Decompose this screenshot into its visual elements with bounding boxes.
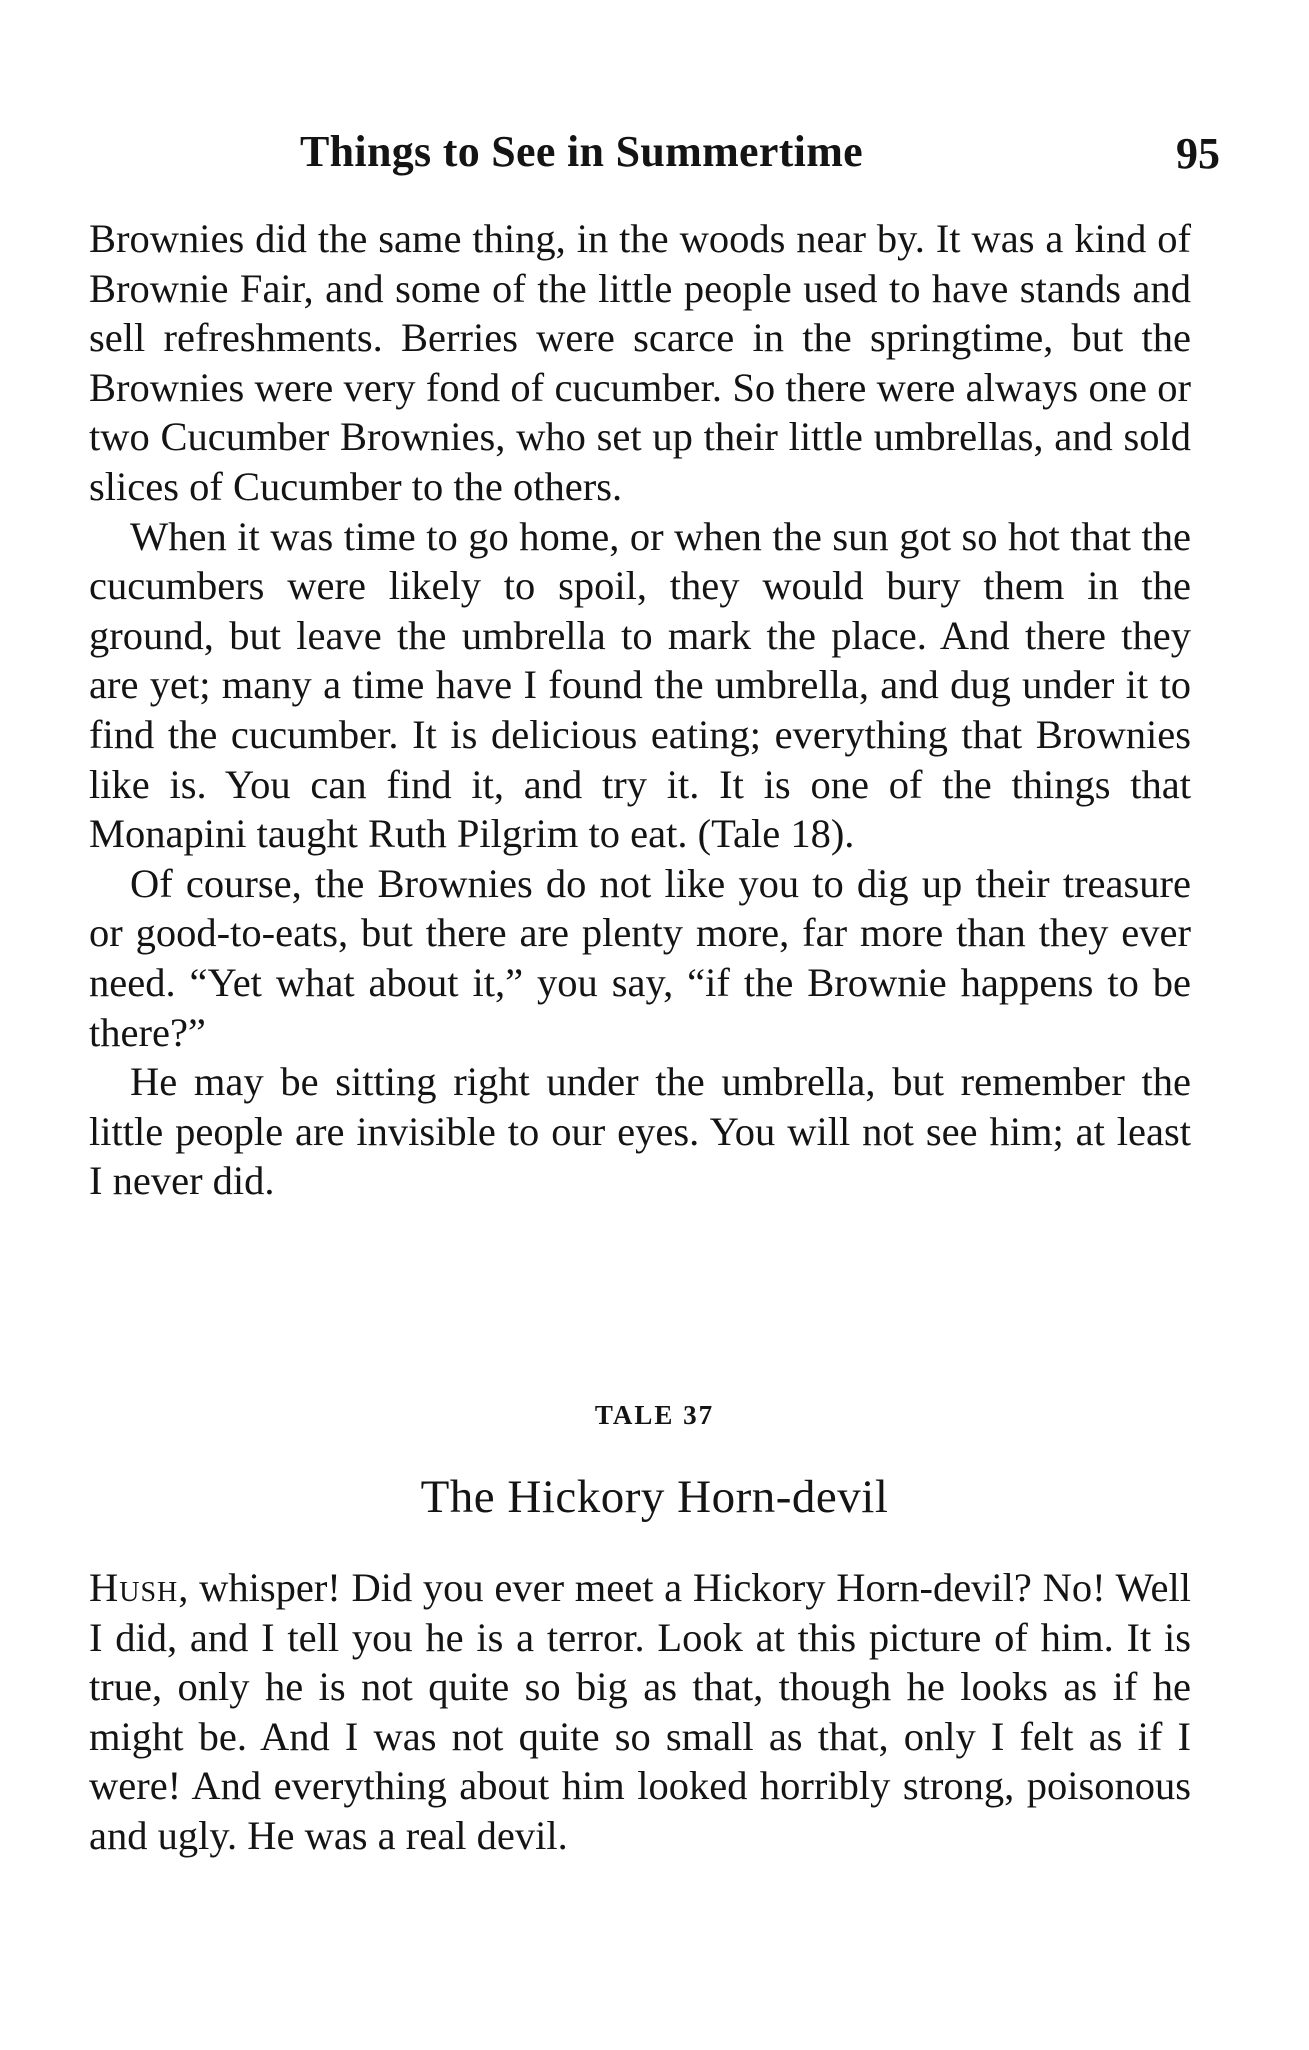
opening-paragraph bbox=[89, 1563, 1191, 1861]
tale-body-text bbox=[89, 1563, 1191, 1861]
paragraph: When it was time to go home, or when the sun got so hot that the cucumbers were likely to spoil, they would bury them in the ground, but leave the umbrella to mark the place. And there they are yet; many a time have I found the umbrella, and dug under it to find the cucumber. It is delicious eating; everything that Brownies like is. You can find it, and try it. It is one of the things that Monapini taught Ruth Pilgrim to eat. (Tale 18). bbox=[89, 513, 1191, 857]
page-number: 95 bbox=[1176, 129, 1220, 178]
running-title: Things to See in Summertime bbox=[300, 127, 863, 176]
paragraph-rest: , whisper! Did you ever meet a Hickory Horn-devil? No! Well I did, and I tell you he is a terror. Look at this picture of him. It is true, only he is not quite so big as that, though he looks as if he might be. And I was not quite so small as that, only I felt as if I were! And everything about him looked horribly strong, poisonous and ugly. He was a real devil. bbox=[89, 1565, 1191, 1858]
tale-number-label: TALE 37 bbox=[594, 1400, 715, 1430]
lead-word: Hush bbox=[89, 1565, 179, 1610]
paragraph: Of course, the Brownies do not like you to dig up their treasure or good-to-eats, but there are plenty more, far more than they ever need. “Yet what about it,” you say, “if the Brownie happens to be there?” bbox=[89, 860, 1191, 1055]
tale-title: The Hickory Horn-devil bbox=[420, 1471, 889, 1523]
running-head bbox=[300, 126, 1220, 186]
body-text-continued bbox=[89, 214, 1191, 1206]
paragraph: Brownies did the same thing, in the woods near by. It was a kind of Brownie Fair, and some of the little people used to have stands and sell refreshments. Berries were scarce in the springtime, but the Brownies were very fond of cucumber. So there were always one or two Cucumber Brownies, who set up their little umbrellas, and sold slices of Cucumber to the others. bbox=[89, 216, 1191, 509]
paragraph: He may be sitting right under the umbrella, but remember the little people are invisible to our eyes. You will not see him; at least I never did. bbox=[89, 1059, 1191, 1204]
